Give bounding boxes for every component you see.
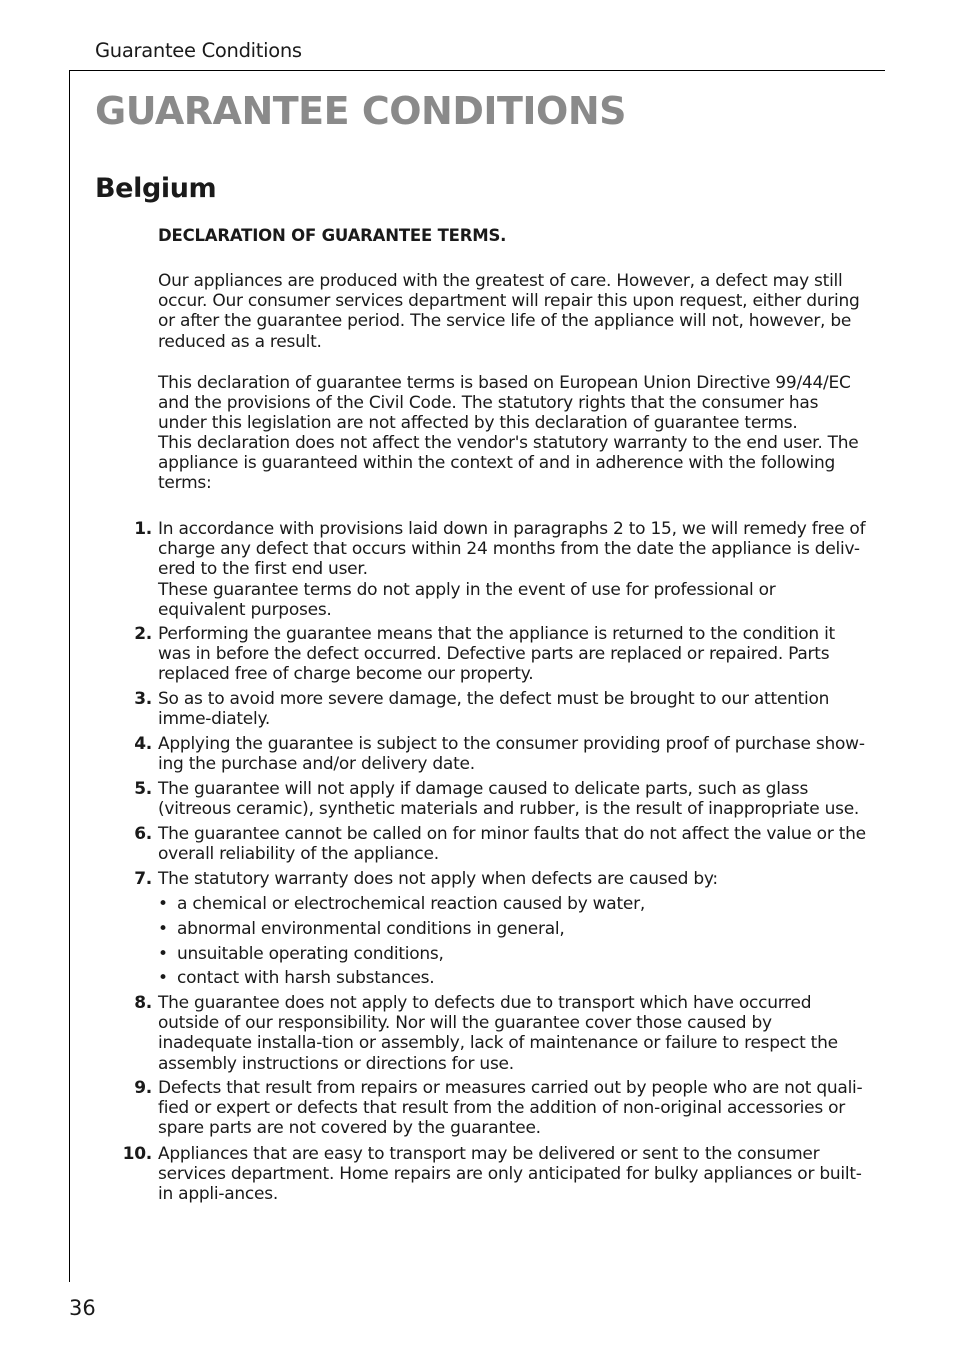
term-item-2	[134, 624, 868, 685]
bullet-text: contact with harsh substances.	[177, 968, 435, 988]
section-title: Belgium	[95, 173, 217, 204]
term-text: The statutory warranty does not apply when defects are caused by:	[158, 869, 718, 889]
term-item-7	[134, 869, 868, 889]
term-item-4	[134, 734, 868, 775]
term-number: 2.	[134, 624, 152, 644]
header-rule	[69, 70, 885, 71]
term-extra-text: These guarantee terms do not apply in the event of use for professional or equivalent purposes.	[158, 579, 776, 620]
term-item-5	[134, 779, 868, 820]
term-number: 1.	[134, 519, 152, 539]
term-item-3	[134, 689, 868, 730]
term-item-8	[134, 993, 868, 1074]
term-number: 3.	[134, 689, 152, 709]
term-item-1	[134, 519, 868, 620]
term-number: 6.	[134, 824, 152, 844]
term-text: The guarantee cannot be called on for minor faults that do not affect the value or the overall reliability of the appliance.	[158, 824, 866, 865]
bullet-text: a chemical or electrochemical reaction caused by water,	[177, 894, 645, 914]
term-number: 7.	[134, 869, 152, 889]
bullet-glyph: •	[158, 894, 168, 914]
page-title: GUARANTEE CONDITIONS	[95, 89, 627, 133]
intro-paragraph-2: This declaration of guarantee terms is based on European Union Directive 99/44/EC and the provisions of the Civil Code. The statutory rights that the consumer has under this legislation are not affected by this declaration of guarantee terms.	[158, 373, 851, 434]
term-text: Applying the guarantee is subject to the consumer providing proof of purchase show-ing the purchase and/or delivery date.	[158, 734, 865, 775]
running-header: Guarantee Conditions	[95, 39, 302, 62]
term-number: 10.	[122, 1144, 152, 1164]
term-item-10	[122, 1144, 868, 1205]
term-item-9	[134, 1078, 868, 1139]
term-text: Appliances that are easy to transport may be delivered or sent to the consumer services department. Home repairs are only anticipated for bulky appliances or built-in appli-ances.	[158, 1144, 862, 1205]
term-text: In accordance with provisions laid down in paragraphs 2 to 15, we will remedy free of charge any defect that occurs within 24 months from the date the appliance is deliv-ered to the first end user.	[158, 519, 866, 580]
term-number: 9.	[134, 1078, 152, 1098]
bullet-glyph: •	[158, 968, 168, 988]
term-number: 8.	[134, 993, 152, 1013]
intro-paragraph-1: Our appliances are produced with the greatest of care. However, a defect may still occur. Our consumer services department will repair this upon request, either during or after the guarantee period. The service life of the appliance will not, however, be reduced as a result.	[158, 271, 860, 352]
term-text: So as to avoid more severe damage, the defect must be brought to our attention imme-diately.	[158, 689, 830, 730]
term-text: The guarantee does not apply to defects due to transport which have occurred outside of our responsibility. Nor will the guarantee cover those caused by inadequate installa-tion or assembly, lack of maintenance or failure to respect the assembly instructions or directions for use.	[158, 993, 838, 1074]
margin-rule	[69, 70, 70, 1282]
page-number: 36	[69, 1296, 96, 1320]
bullet-text: unsuitable operating conditions,	[177, 944, 444, 964]
term-text: The guarantee will not apply if damage caused to delicate parts, such as glass (vitreous ceramic), synthetic materials and rubber, is the result of inappropriate use.	[158, 779, 860, 820]
term-text: Performing the guarantee means that the appliance is returned to the condition it was in before the defect occurred. Defective parts are replaced or repaired. Parts replaced free of charge become our property.	[158, 624, 835, 685]
declaration-heading: DECLARATION OF GUARANTEE TERMS.	[158, 226, 507, 245]
term-text: Defects that result from repairs or measures carried out by people who are not quali-fied or expert or defects that result from the addition of non-original accessories or spare parts are not covered by the guarantee.	[158, 1078, 863, 1139]
term-number: 4.	[134, 734, 152, 754]
bullet-text: abnormal environmental conditions in general,	[177, 919, 565, 939]
term-number: 5.	[134, 779, 152, 799]
bullet-glyph: •	[158, 944, 168, 964]
bullet-glyph: •	[158, 919, 168, 939]
intro-paragraph-3: This declaration does not affect the vendor's statutory warranty to the end user. The appliance is guaranteed within the context of and in adherence with the following terms:	[158, 433, 859, 494]
term-item-6	[134, 824, 868, 865]
